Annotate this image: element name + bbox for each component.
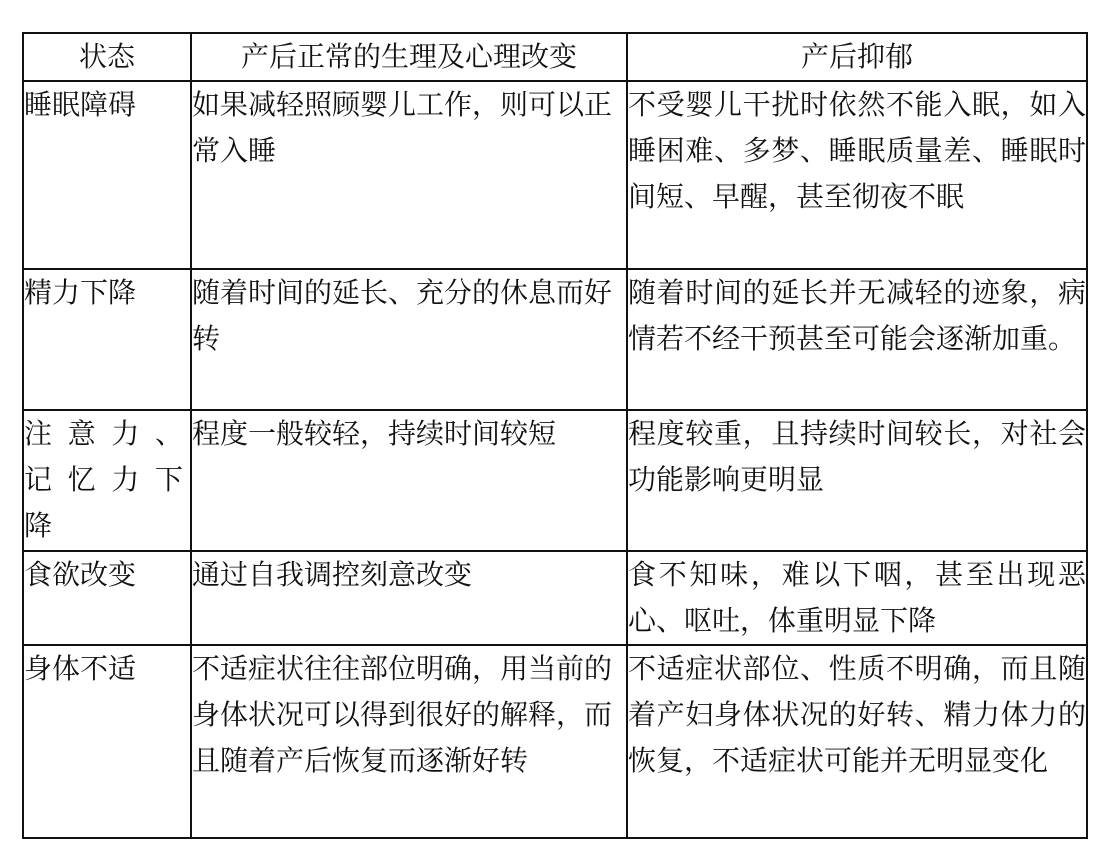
header-normal-change: 产后正常的生理及心理改变 bbox=[191, 33, 627, 81]
row-normal-cell: 不适症状往往部位明确，用当前的身体状况可以得到很好的解释，而且随着产后恢复而逐渐好转 bbox=[191, 645, 627, 838]
row-state-cell: 睡眠障碍 bbox=[23, 81, 191, 269]
header-state: 状态 bbox=[23, 33, 191, 81]
row-normal-cell: 随着时间的延长、充分的休息而好转 bbox=[191, 269, 627, 410]
row-state-cell: 精力下降 bbox=[23, 269, 191, 410]
row-ppd-cell: 随着时间的延长并无减轻的迹象，病情若不经干预甚至可能会逐渐加重。 bbox=[627, 269, 1087, 410]
row-normal-cell: 通过自我调控刻意改变 bbox=[191, 551, 627, 645]
row-state-cell: 注意力、记忆力下降 bbox=[23, 410, 191, 551]
table-row bbox=[23, 551, 1087, 645]
row-state-cell: 身体不适 bbox=[23, 645, 191, 838]
row-normal-cell: 如果减轻照顾婴儿工作，则可以正常入睡 bbox=[191, 81, 627, 269]
comparison-table bbox=[22, 32, 1088, 839]
table-row bbox=[23, 645, 1087, 838]
table-row bbox=[23, 410, 1087, 551]
header-postpartum-depression: 产后抑郁 bbox=[627, 33, 1087, 81]
row-state-cell: 食欲改变 bbox=[23, 551, 191, 645]
table-header-row bbox=[23, 33, 1087, 81]
table-row bbox=[23, 269, 1087, 410]
row-ppd-cell: 不受婴儿干扰时依然不能入眠，如入睡困难、多梦、睡眠质量差、睡眠时间短、早醒，甚至彻夜不眠 bbox=[627, 81, 1087, 269]
row-ppd-cell: 程度较重，且持续时间较长，对社会功能影响更明显 bbox=[627, 410, 1087, 551]
table-row bbox=[23, 81, 1087, 269]
row-ppd-cell: 不适症状部位、性质不明确，而且随着产妇身体状况的好转、精力体力的恢复，不适症状可能并无明显变化 bbox=[627, 645, 1087, 838]
row-normal-cell: 程度一般较轻，持续时间较短 bbox=[191, 410, 627, 551]
row-ppd-cell: 食不知味，难以下咽，甚至出现恶心、呕吐，体重明显下降 bbox=[627, 551, 1087, 645]
